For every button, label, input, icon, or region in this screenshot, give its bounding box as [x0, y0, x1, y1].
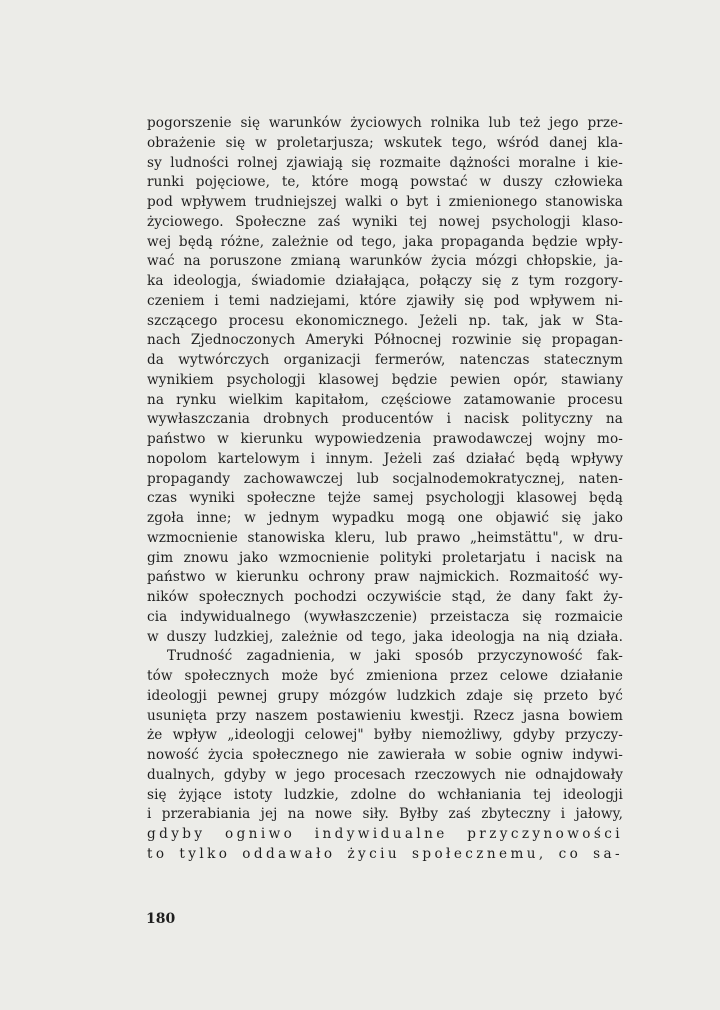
text-line: państwo w kierunku ochrony praw najmickich. Rozmaitość wy- [147, 569, 623, 586]
text-line: nopolom kartelowym i innym. Jeżeli zaś działać będą wpływy [147, 450, 623, 467]
text-line: ka ideologja, świadomie działająca, połączy się z tym rozgory- [147, 273, 623, 289]
body-text [147, 114, 623, 865]
text-line: zgoła inne; w jednym wypadku mogą one objawić się jako [147, 510, 623, 526]
text-line: nach Zjednoczonych Ameryki Północnej rozwinie się propagan- [147, 332, 623, 349]
text-line: sy ludności rolnej zjawiają się rozmaite dążności moralne i kie- [147, 154, 623, 171]
text-line: wynikiem psychologji klasowej będzie pewien opór, stawiany [147, 371, 623, 388]
text-line: da wytwórczych organizacji fermerów, natenczas statecznym [147, 352, 623, 368]
text-line: ideologji pewnej grupy mózgów ludzkich zdaje się przeto być [147, 687, 623, 704]
text-line: wać na poruszone zmianą warunków życia mózgi chłopskie, ja- [147, 253, 623, 270]
emphasized-text-line: gdyby ogniwo indywidualne przyczynowości [147, 826, 623, 842]
text-line: czeniem i temi nadziejami, które zjawiły się pod wpływem ni- [147, 292, 623, 309]
text-line: państwo w kierunku wypowiedzenia prawodawczej wojny mo- [147, 431, 623, 447]
text-line: propagandy zachowawczej lub socjalnodemokratycznej, naten- [147, 470, 623, 487]
text-line: tów społecznych może być zmieniona przez celowe działanie [147, 668, 623, 684]
text-line: życiowego. Społeczne zaś wyniki tej nowej psychologji klaso- [147, 213, 623, 230]
text-line: usunięta przy naszem postawieniu kwestji. Rzecz jasna bowiem [147, 707, 623, 724]
text-line: gim znowu jako wzmocnienie polityki proletarjatu i nacisk na [147, 549, 623, 566]
text-line: w duszy ludzkiej, zależnie od tego, jaka ideologja na nią działa. [147, 628, 623, 645]
text-line: pogorszenie się warunków życiowych rolnika lub też jego prze- [147, 115, 623, 131]
paragraph-start-line: Trudność zagadnienia, w jaki sposób przyczynowość fak- [167, 648, 623, 665]
text-line: runki pojęciowe, te, które mogą powstać w duszy człowieka [147, 174, 623, 191]
text-line: i przerabiania jej na nowe siły. Byłby zaś zbyteczny i jałowy, [147, 806, 623, 823]
text-line: szczącego procesu ekonomicznego. Jeżeli np. tak, jak w Sta- [147, 312, 623, 329]
text-line: obrażenie się w proletarjusza; wskutek tego, wśród danej kla- [147, 134, 623, 151]
text-line: ników społecznych pochodzi oczywiście stąd, że dany fakt ży- [147, 589, 623, 605]
text-line: czas wyniki społeczne tejże samej psychologji klasowej będą [147, 490, 623, 507]
text-line: wywłaszczania drobnych producentów i nacisk polityczny na [147, 411, 623, 428]
text-line: na rynku wielkim kapitałom, częściowe zatamowanie procesu [147, 391, 623, 408]
text-line: cia indywidualnego (wywłaszczenie) przeistacza się rozmaicie [147, 608, 623, 625]
text-line: nowość życia społecznego nie zawierała w sobie ogniw indywi- [147, 747, 623, 763]
text-line: pod wpływem trudniejszej walki o byt i zmienionego stanowiska [147, 194, 623, 210]
text-line: dualnych, gdyby w jego procesach rzeczowych nie odnajdowały [147, 766, 623, 783]
text-line: że wpływ „ideologji celowej" byłby niemożliwy, gdyby przyczy- [147, 727, 623, 744]
text-line: się żyjące istoty ludzkie, zdolne do wchłaniania tej ideologji [147, 786, 623, 803]
page-number: 180 [146, 911, 176, 927]
emphasized-text-line: to tylko oddawało życiu społecznemu, co sa- [147, 845, 623, 862]
text-line: wzmocnienie stanowiska kleru, lub prawo „heimstättu", w dru- [147, 529, 623, 546]
text-line: wej będą różne, zależnie od tego, jaka propaganda będzie wpły- [147, 233, 623, 250]
